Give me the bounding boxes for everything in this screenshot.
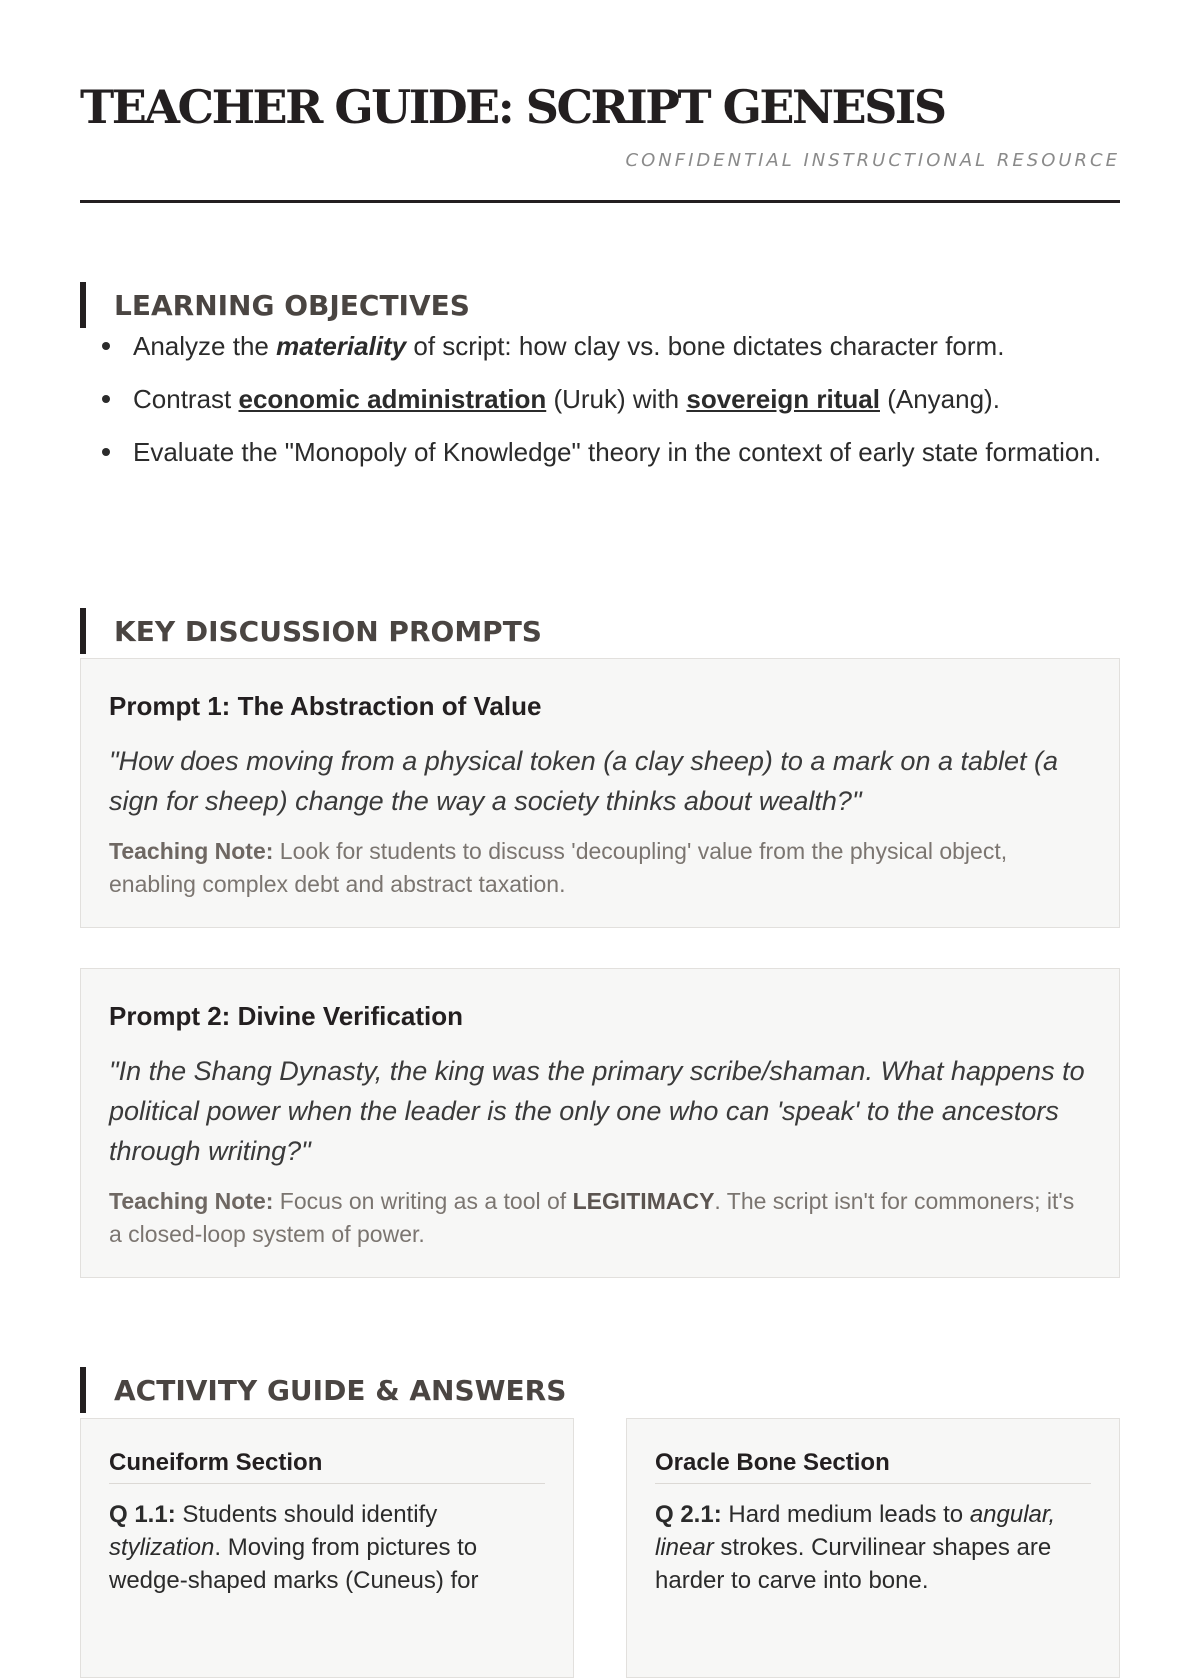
objective-text: of script: how clay vs. bone dictates character form. — [406, 331, 1005, 361]
activity-answer — [655, 1498, 1091, 1597]
teaching-note-label: Teaching Note: — [109, 838, 274, 864]
objective-text: (Anyang). — [879, 384, 1000, 414]
list-item — [80, 432, 1120, 472]
answer-emphasis: angular, linear — [655, 1501, 1056, 1561]
activity-title: Oracle Bone Section — [655, 1447, 1091, 1484]
page-title: TEACHER GUIDE: SCRIPT GENESIS — [80, 80, 945, 134]
bullet-icon — [102, 395, 110, 403]
list-item — [80, 379, 1120, 419]
prompt-title: Prompt 1: The Abstraction of Value — [109, 691, 542, 721]
objective-text: Analyze the — [133, 331, 277, 361]
answer-text: Hard medium leads to — [721, 1501, 970, 1528]
prompt-quote: "How does moving from a physical token (a clay sheep) to a mark on a tablet (a sign for sheep) change the way a society thinks about wealth?" — [109, 746, 1059, 816]
prompt-title: Prompt 2: Divine Verification — [109, 1001, 463, 1031]
objective-emphasis: materiality — [276, 331, 407, 361]
section-heading-prompts: KEY DISCUSSION PROMPTS — [80, 608, 542, 654]
objectives-list — [80, 326, 1120, 485]
objective-emphasis: sovereign ritual — [686, 384, 880, 414]
teaching-note — [109, 1185, 1091, 1251]
bullet-icon — [102, 342, 110, 350]
section-heading-activity: ACTIVITY GUIDE & ANSWERS — [80, 1367, 566, 1413]
list-item — [80, 326, 1120, 366]
objective-text: Contrast — [133, 384, 239, 414]
answer-text: Students should identify — [175, 1501, 438, 1528]
page-subtitle: CONFIDENTIAL INSTRUCTIONAL RESOURCE — [625, 150, 1120, 171]
teaching-note-text: Look for students to discuss 'decoupling' value from the physical object, enabling complex debt and abstract taxation. — [109, 838, 1008, 897]
objective-text: (Uruk) with — [546, 384, 687, 414]
teaching-note-text: Focus on writing as a tool of — [273, 1188, 573, 1214]
question-label: Q 2.1: — [655, 1501, 722, 1528]
answer-emphasis: stylization — [109, 1534, 215, 1561]
prompt-card — [80, 658, 1120, 928]
activity-card-cuneiform — [80, 1418, 574, 1678]
objective-emphasis: economic administration — [238, 384, 547, 414]
teaching-note-label: Teaching Note: — [109, 1188, 274, 1214]
activity-answer — [109, 1498, 545, 1597]
objective-text: Evaluate the "Monopoly of Knowledge" theory in the context of early state formation. — [133, 437, 1102, 467]
answer-text: . Moving from pictures to wedge-shaped marks (Cuneus) for — [109, 1534, 479, 1594]
activity-card-oracle-bone — [626, 1418, 1120, 1678]
prompt-card — [80, 968, 1120, 1278]
activity-title: Cuneiform Section — [109, 1447, 545, 1484]
teaching-note-emphasis: LEGITIMACY — [572, 1188, 715, 1214]
prompt-quote: "In the Shang Dynasty, the king was the primary scribe/shaman. What happens to political power when the leader is the only one who can 'speak' to the ancestors through writing?" — [109, 1056, 1085, 1166]
question-label: Q 1.1: — [109, 1501, 176, 1528]
title-divider — [80, 200, 1120, 203]
teaching-note-text: . The script isn't for commoners; it's a closed-loop system of power. — [109, 1188, 1075, 1247]
answer-text: strokes. Curvilinear shapes are harder to carve into bone. — [655, 1534, 1052, 1594]
teaching-note — [109, 835, 1091, 901]
bullet-icon — [102, 448, 110, 456]
section-heading-objectives: LEARNING OBJECTIVES — [80, 282, 470, 328]
